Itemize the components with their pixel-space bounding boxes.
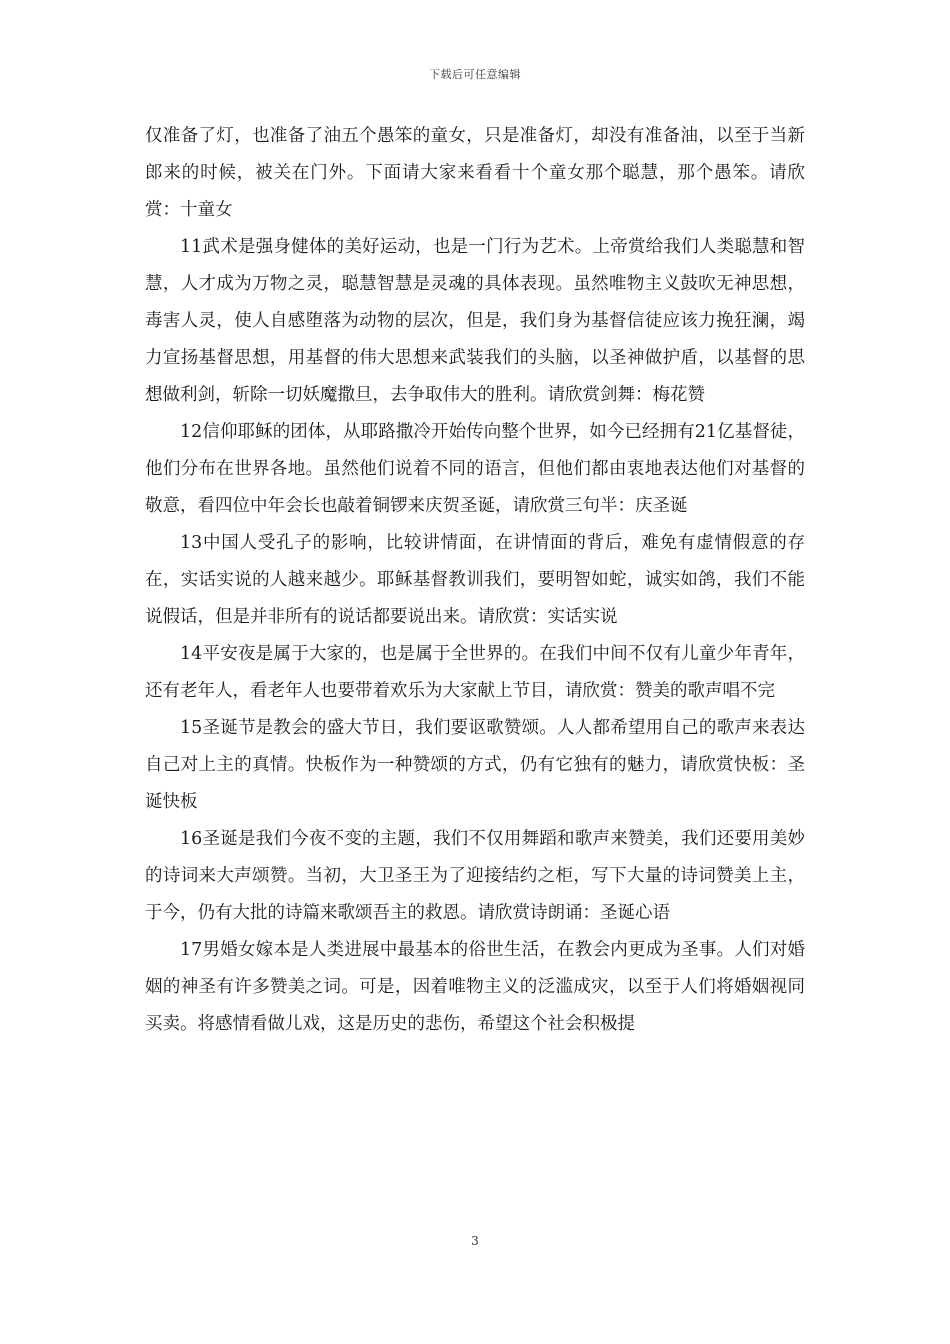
- document-body: [145, 118, 805, 1043]
- paragraph: 13中国人受孔子的影响，比较讲情面，在讲情面的背后，难免有虚情假意的存在，实话实说的人越来越少。耶稣基督教训我们，要明智如蛇，诚实如鸽，我们不能说假话，但是并非所有的说话都要说出来。请欣赏：实话实说: [145, 533, 805, 627]
- paragraph: 14平安夜是属于大家的，也是属于全世界的。在我们中间不仅有儿童少年青年，还有老年人，看老年人也要带着欢乐为大家献上节目，请欣赏：赞美的歌声唱不完: [145, 644, 805, 701]
- paragraph: 12信仰耶稣的团体，从耶路撒冷开始传向整个世界，如今已经拥有21亿基督徒，他们分布在世界各地。虽然他们说着不同的语言，但他们都由衷地表达他们对基督的敬意，看四位中年会长也敲着铜锣来庆贺圣诞，请欣赏三句半：庆圣诞: [145, 422, 805, 516]
- paragraph: 16圣诞是我们今夜不变的主题，我们不仅用舞蹈和歌声来赞美，我们还要用美妙的诗词来大声颂赞。当初，大卫圣王为了迎接结约之柜，写下大量的诗词赞美上主，于今，仍有大批的诗篇来歌颂吾主的救恩。请欣赏诗朗诵：圣诞心语: [145, 829, 805, 923]
- page-header: 下载后可任意编辑: [429, 68, 521, 81]
- paragraph: 15圣诞节是教会的盛大节日，我们要讴歌赞颂。人人都希望用自己的歌声来表达自己对上主的真情。快板作为一种赞颂的方式，仍有它独有的魅力，请欣赏快板：圣诞快板: [145, 718, 805, 812]
- page-number: 3: [471, 1234, 479, 1248]
- paragraph: 17男婚女嫁本是人类进展中最基本的俗世生活，在教会内更成为圣事。人们对婚姻的神圣有许多赞美之词。可是，因着唯物主义的泛滥成灾，以至于人们将婚姻视同买卖。将感情看做儿戏，这是历史的悲伤，希望这个社会积极提: [145, 940, 805, 1034]
- paragraph: 仅准备了灯，也准备了油五个愚笨的童女，只是准备灯，却没有准备油，以至于当新郎来的时候，被关在门外。下面请大家来看看十个童女那个聪慧，那个愚笨。请欣赏：十童女: [145, 126, 805, 220]
- paragraph: 11武术是强身健体的美好运动，也是一门行为艺术。上帝赏给我们人类聪慧和智慧，人才成为万物之灵，聪慧智慧是灵魂的具体表现。虽然唯物主义鼓吹无神思想，毒害人灵，使人自感堕落为动物的层次，但是，我们身为基督信徒应该力挽狂澜，竭力宣扬基督思想，用基督的伟大思想来武装我们的头脑，以圣神做护盾，以基督的思想做利剑，斩除一切妖魔撒旦，去争取伟大的胜利。请欣赏剑舞：梅花赞: [145, 237, 805, 405]
